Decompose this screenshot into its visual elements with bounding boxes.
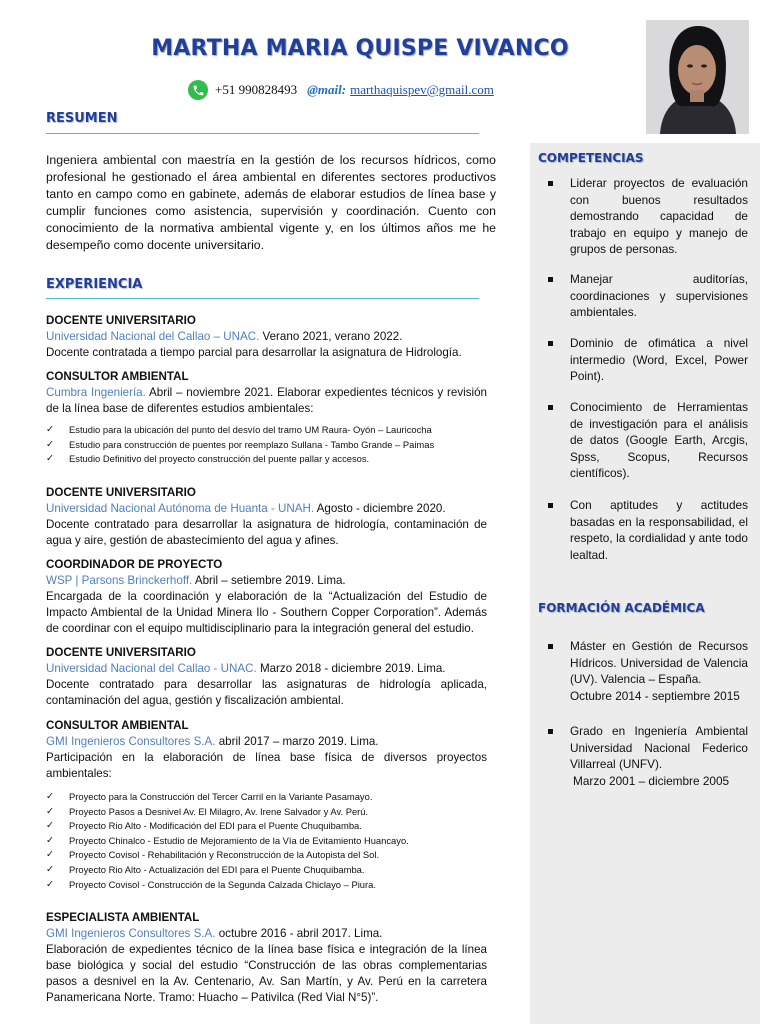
candidate-name: MARTHA MARIA QUISPE VIVANCO xyxy=(151,36,569,61)
job-entry xyxy=(46,313,487,361)
formacion-item xyxy=(570,638,748,704)
bullet-icon xyxy=(548,729,553,734)
whatsapp-icon xyxy=(188,80,208,100)
project-list xyxy=(46,423,487,467)
job-organization: GMI Ingenieros Consultores S.A. xyxy=(46,927,216,940)
phone-number: +51 990828493 xyxy=(215,82,298,97)
formacion-item xyxy=(570,723,748,789)
job-period: abril 2017 – marzo 2019. Lima. xyxy=(215,735,379,748)
list-item: ✓ Proyecto Pasos a Desnivel Av. El Milagro, Av. Irene Salvador y Av. Perú. xyxy=(46,805,487,820)
competencia-item: Manejar auditorías, coordinaciones y supervisiones ambientales. xyxy=(570,272,748,319)
job-description: Elaboración de expedientes técnico de la línea base física e integración de la línea base biológica y social del estudio “Construcción de las obras complementarias pasos a desnivel en la Av. Centenario, Av. San Martín, y Av. Perú en la carretera Panamericana Norte. Tramo: Huacho – Pativilca (Red Vial N°5)”. xyxy=(46,943,487,1004)
job-period: Abril – noviembre 2021. Elaborar expedientes técnicos y revisión de la línea base de diferentes estudios ambientales: xyxy=(46,386,487,415)
job-period: Marzo 2018 - diciembre 2019. Lima. xyxy=(256,662,446,675)
job-description: Docente contratado para desarrollar la asignatura de hidrología, contaminación de agua y aire, gestión de abastecimiento del agua y afines. xyxy=(46,518,487,547)
bullet-icon xyxy=(548,277,553,282)
competencia-item: Liderar proyectos de evaluación con buenos resultados demostrando capacidad de trabajo en equipo y manejo de grupos de personas. xyxy=(570,176,748,256)
degree-date: Octubre 2014 - septiembre 2015 xyxy=(570,688,740,703)
resumen-text: Ingeniera ambiental con maestría en la gestión de los recursos hídricos, como profesional he gestionado el área ambiental en diferentes sectores productivos tanto en campo como en gabinete, además de elaborar estudios de línea base y cumplir funciones como asistencia, supervisión y coordinación. Cuento con conocimiento de la normativa ambiental vigente y, en los últimos años me he desempeño como docente universitario. xyxy=(46,153,496,252)
list-item: ✓ Estudio Definitivo del proyecto construcción del puente pallar y accesos. xyxy=(46,452,487,467)
competencia-item: Dominio de ofimática a nivel intermedio (Word, Excel, Power Point). xyxy=(570,336,748,383)
contact-line xyxy=(188,80,494,100)
job-entry xyxy=(46,485,487,549)
formacion-heading: FORMACIÓN ACADÉMICA xyxy=(538,601,705,615)
job-organization: GMI Ingenieros Consultores S.A. xyxy=(46,735,216,748)
degree-date: Marzo 2001 – diciembre 2005 xyxy=(573,773,730,788)
job-title: CONSULTOR AMBIENTAL xyxy=(46,370,189,383)
resumen-heading: RESUMEN xyxy=(46,111,118,126)
list-item: ✓ Proyecto Chinalco - Estudio de Mejoramiento de la Vía de Evitamiento Huancayo. xyxy=(46,834,487,849)
experiencia-heading: EXPERIENCIA xyxy=(46,277,143,292)
list-item: ✓ Proyecto Covisol - Construcción de la Segunda Calzada Chiclayo – Piura. xyxy=(46,878,487,893)
list-item: ✓ Proyecto Rio Alto - Modificación del EDI para el Puente Chuquibamba. xyxy=(46,819,487,834)
job-period: Verano 2021, verano 2022. xyxy=(259,330,403,343)
list-item: ✓ Estudio para construcción de puentes por reemplazo Sullana - Tambo Grande – Paimas xyxy=(46,438,487,453)
job-entry xyxy=(46,369,487,467)
job-period: Abril – setiembre 2019. Lima. xyxy=(192,574,346,587)
job-description: Participación en la elaboración de línea base física de diversos proyectos ambientales: xyxy=(46,751,487,780)
list-item: ✓ Proyecto para la Construcción del Tercer Carril en la Variante Pasamayo. xyxy=(46,790,487,805)
resumen-divider xyxy=(46,133,479,134)
job-organization: Universidad Nacional del Callao – UNAC. xyxy=(46,330,260,343)
list-item: ✓ Proyecto Rio Alto - Actualización del EDI para el Puente Chuquibamba. xyxy=(46,863,487,878)
list-item: ✓ Estudio para la ubicación del punto del desvío del tramo UM Raura- Oyón – Lauricocha xyxy=(46,423,487,438)
project-list xyxy=(46,790,487,892)
bullet-icon xyxy=(548,644,553,649)
job-period: octubre 2016 - abril 2017. Lima. xyxy=(215,927,383,940)
degree-text: Máster en Gestión de Recursos Hídricos. Universidad de Valencia (UV). Valencia – España. xyxy=(570,639,748,686)
experiencia-divider xyxy=(46,298,479,299)
profile-photo xyxy=(646,20,749,134)
degree-text: Grado en Ingeniería Ambiental Universidad Nacional Federico Villarreal (UNFV). xyxy=(570,724,748,771)
job-organization: WSP | Parsons Brinckerhoff. xyxy=(46,574,193,587)
competencia-item: Conocimiento de Herramientas de investigación para el análisis de datos (Google Earth, Arcgis, Spss, Scopus, Recursos científicos). xyxy=(570,400,748,480)
job-entry xyxy=(46,718,487,892)
bullet-icon xyxy=(548,405,553,410)
job-title: DOCENTE UNIVERSITARIO xyxy=(46,486,196,499)
bullet-icon xyxy=(548,341,553,346)
email-link[interactable]: marthaquispev@gmail.com xyxy=(350,82,494,97)
bullet-icon xyxy=(548,503,553,508)
mail-label: @mail: xyxy=(307,82,347,97)
job-description: Encargada de la coordinación y elaboración de la “Actualización del Estudio de Impacto Ambiental de la Unidad Minera Ilo - Southern Copper Corporation”. Además de coordinar con el equipo multidisciplinario para la integración general del estudio. xyxy=(46,590,487,635)
job-title: DOCENTE UNIVERSITARIO xyxy=(46,314,196,327)
job-entry xyxy=(46,910,487,1006)
job-entry xyxy=(46,645,487,709)
job-organization: Cumbra Ingeniería. xyxy=(46,386,146,399)
bullet-icon xyxy=(548,181,553,186)
job-title: COORDINADOR DE PROYECTO xyxy=(46,558,223,571)
job-title: CONSULTOR AMBIENTAL xyxy=(46,719,189,732)
job-organization: Universidad Nacional del Callao - UNAC. xyxy=(46,662,257,675)
job-description: Docente contratado para desarrollar las asignaturas de hidrología aplicada, contaminación del agua, gestión y fiscalización ambiental. xyxy=(46,678,487,707)
list-item: ✓ Proyecto Covisol - Rehabilitación y Reconstrucción de la Autopista del Sol. xyxy=(46,848,487,863)
job-period: Agosto - diciembre 2020. xyxy=(314,502,446,515)
sidebar xyxy=(530,143,760,1024)
job-title: ESPECIALISTA AMBIENTAL xyxy=(46,911,200,924)
job-organization: Universidad Nacional Autónoma de Huanta - UNAH. xyxy=(46,502,315,515)
competencia-item: Con aptitudes y actitudes basadas en la responsabilidad, el respeto, la cordialidad y ante todo lealtad. xyxy=(570,498,748,562)
job-description: Docente contratada a tiempo parcial para desarrollar la asignatura de Hidrología. xyxy=(46,346,462,359)
job-entry xyxy=(46,557,487,637)
competencias-heading: COMPETENCIAS xyxy=(538,151,644,165)
job-title: DOCENTE UNIVERSITARIO xyxy=(46,646,196,659)
